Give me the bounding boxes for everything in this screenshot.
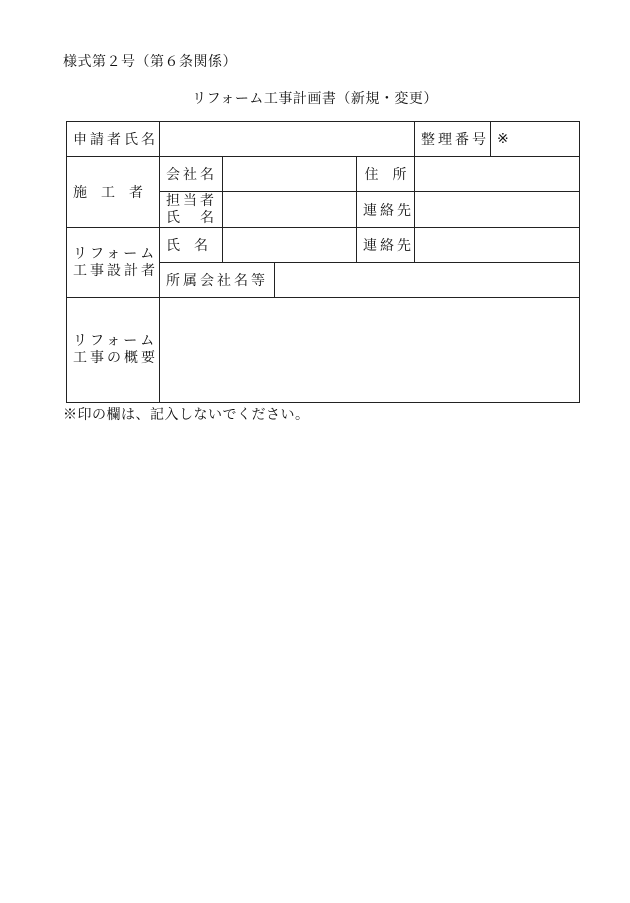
contractor-label: 施 工 者 <box>67 157 160 228</box>
person-in-charge-label-line2: 氏 名 <box>166 209 217 226</box>
reform-plan-form <box>66 121 580 403</box>
address-field[interactable] <box>415 157 580 192</box>
person-in-charge-label <box>160 192 223 228</box>
affiliation-label: 所属会社名等 <box>160 263 275 298</box>
overview-label-line2: 工事の概要 <box>73 350 158 366</box>
designer-contact-label: 連絡先 <box>357 228 415 263</box>
designer-contact-field[interactable] <box>415 228 580 263</box>
person-in-charge-field[interactable] <box>223 192 357 228</box>
contractor-contact-label: 連絡先 <box>357 192 415 228</box>
overview-field[interactable] <box>160 298 580 403</box>
applicant-name-field[interactable] <box>160 122 415 157</box>
affiliation-field[interactable] <box>275 263 580 298</box>
designer-label-line1: リフォーム <box>73 245 158 262</box>
person-in-charge-label-line1: 担当者 <box>166 192 217 209</box>
form-number: 様式第２号（第６条関係） <box>63 54 237 70</box>
document-title: リフォーム工事計画書（新規・変更） <box>192 91 438 107</box>
contractor-contact-field[interactable] <box>415 192 580 228</box>
overview-label-line1: リフォーム <box>73 333 158 349</box>
reference-number-label: 整理番号 <box>415 122 491 157</box>
designer-name-label: 氏 名 <box>160 228 223 263</box>
overview-label <box>67 298 160 403</box>
reference-number-field: ※ <box>491 122 580 157</box>
applicant-name-label: 申請者氏名 <box>67 122 160 157</box>
designer-label <box>67 228 160 298</box>
footnote: ※印の欄は、記入しないでください。 <box>63 407 310 423</box>
company-name-field[interactable] <box>223 157 357 192</box>
designer-name-field[interactable] <box>223 228 357 263</box>
designer-label-line2: 工事設計者 <box>73 262 158 279</box>
company-name-label: 会社名 <box>160 157 223 192</box>
address-label: 住 所 <box>357 157 415 192</box>
